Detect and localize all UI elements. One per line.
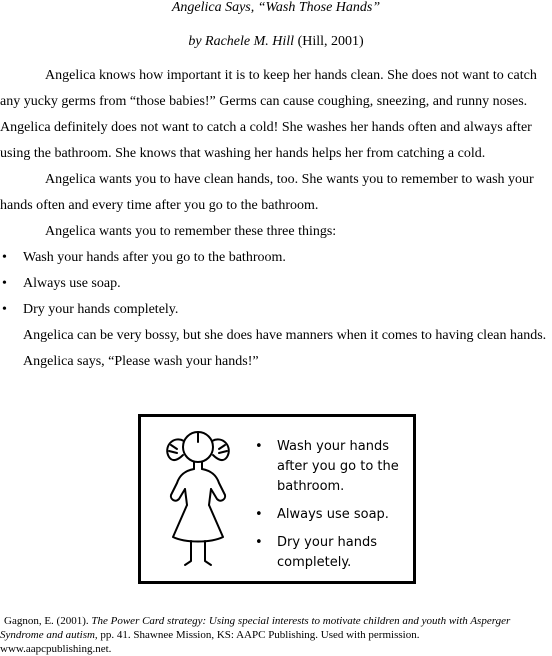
bullet-icon: • <box>2 276 7 291</box>
citation <box>0 614 552 656</box>
bullet-icon: • <box>255 507 263 522</box>
citation-url: www.aapcpublishing.net. <box>0 643 112 655</box>
reminder-list <box>0 245 551 323</box>
card-list-item-text: Wash your hands after you go to the bathroom. <box>277 439 399 494</box>
paragraph-1: Angelica knows how important it is to keep her hands clean. She does not want to catch any yucky germs from “those babies!” Germs can cause coughing, sneezing, and runny noses. Angelica definitely does not want to catch a cold! She washes her hands often and always after using the bathroom. She knows that washing her hands helps her from catching a cold. <box>0 68 537 161</box>
list-item <box>0 297 551 323</box>
byline <box>0 34 552 50</box>
citation-lead: Gagnon, E. (2001). <box>4 615 92 627</box>
byline-reference: (Hill, 2001) <box>297 34 364 49</box>
paragraph-3: Angelica wants you to remember these three things: <box>45 224 337 239</box>
list-item <box>0 271 551 297</box>
bullet-icon: • <box>255 535 263 550</box>
citation-book-title: The Power Card strategy: Using special interests to motivate children and youth with Asperger Syndrome and autism, <box>0 615 511 641</box>
card-list-item <box>253 437 408 497</box>
bullet-icon: • <box>2 302 7 317</box>
girl-drawing-icon <box>153 425 243 575</box>
list-item-text: Dry your hands completely. <box>23 302 179 317</box>
power-card <box>138 414 416 584</box>
byline-author: by Rachele M. Hill <box>188 34 295 49</box>
story-title: Angelica Says, “Wash Those Hands” <box>171 0 381 15</box>
bullet-icon: • <box>255 439 263 454</box>
card-list-item-text: Always use soap. <box>277 507 389 522</box>
card-list-item-text: Dry your hands completely. <box>277 535 378 570</box>
list-item-text: Always use soap. <box>23 276 121 291</box>
bullet-icon: • <box>2 250 7 265</box>
citation-details: pp. 41. Shawnee Mission, KS: AAPC Publishing. Used with permission. <box>97 629 420 641</box>
card-reminder-list <box>253 437 408 573</box>
closing-paragraph: Angelica can be very bossy, but she does have manners when it comes to having clean hands. Angelica says, “Please wash your hands!” <box>23 328 547 369</box>
story-body <box>0 63 551 375</box>
list-item <box>0 245 551 271</box>
card-list-item <box>253 533 408 573</box>
card-list-item <box>253 505 408 525</box>
paragraph-2: Angelica wants you to have clean hands, too. She wants you to remember to wash your hands often and every time after you go to the bathroom. <box>0 172 534 213</box>
list-item-text: Wash your hands after you go to the bathroom. <box>23 250 286 265</box>
